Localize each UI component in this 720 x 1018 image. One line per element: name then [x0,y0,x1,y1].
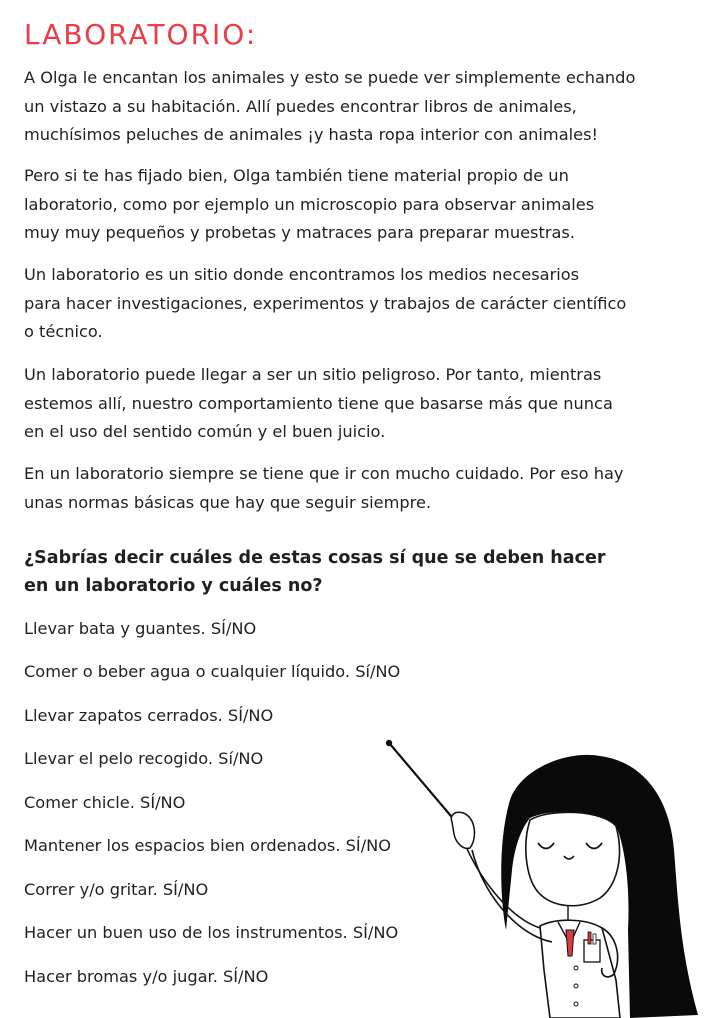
paragraph-line: Un laboratorio puede llegar a ser un sitio peligroso. Por tanto, mientras [24,365,602,384]
paragraph-1 [24,64,684,150]
question-line: en un laboratorio y cuáles no? [24,576,323,596]
rule-item: Llevar zapatos cerrados. SÍ/NO [24,706,274,725]
rule-item: Hacer un buen uso de los instrumentos. SÍ/NO [24,923,399,942]
paragraph-line: estemos allí, nuestro comportamiento tiene que basarse más que nunca [24,393,613,413]
rule-item: Correr y/o gritar. SÍ/NO [24,880,209,899]
paragraph-line: laboratorio, como por ejemplo un microscopio para observar animales [24,194,595,214]
paragraph-3 [24,261,684,347]
paragraph-line: o técnico. [24,322,103,341]
paragraph-line: En un laboratorio siempre se tiene que ir con mucho cuidado. Por eso hay [24,464,624,483]
paragraph-line: en el uso del sentido común y el buen juicio. [24,422,386,441]
coat-pocket [584,940,600,962]
rule-item: Llevar bata y guantes. SÍ/NO [24,619,257,638]
paragraph-line: A Olga le encantan los animales y esto se puede ver simplemente echando [24,68,636,87]
red-tie [566,930,574,956]
lab-coat [540,920,620,1018]
paragraph-line: para hacer investigaciones, experimentos y trabajos de carácter científico [24,293,627,313]
paragraph-4 [24,361,684,447]
paragraph-2 [24,162,684,248]
question-heading [24,544,664,600]
face [526,812,620,905]
paragraph-line: unas normas básicas que hay que seguir siempre. [24,492,432,512]
rule-item: Comer chicle. SÍ/NO [24,793,186,812]
question-line: ¿Sabrías decir cuáles de estas cosas sí que se deben hacer [24,548,606,568]
pointer-tip [386,740,392,746]
rule-item: Hacer bromas y/o jugar. SÍ/NO [24,967,269,986]
paragraph-line: muy muy pequeños y probetas y matraces para preparar muestras. [24,223,575,242]
girl-with-pointer-illustration [380,730,720,1018]
paragraph-5 [24,460,684,517]
rule-item: Comer o beber agua o cualquier líquido. Sí/NO [24,662,401,681]
page-title: LABORATORIO: [24,18,258,51]
hand [451,812,474,848]
paragraph-line: Un laboratorio es un sitio donde encontramos los medios necesarios [24,265,580,284]
paragraph-line: Pero si te has fijado bien, Olga también tiene material propio de un [24,166,569,185]
paragraph-line: muchísimos peluches de animales ¡y hasta ropa interior con animales! [24,125,598,144]
rule-item: Llevar el pelo recogido. Sí/NO [24,749,264,768]
pointer-stick [390,744,456,822]
rule-item: Mantener los espacios bien ordenados. SÍ/NO [24,836,392,855]
paragraph-line: un vistazo a su habitación. Allí puedes encontrar libros de animales, [24,96,577,116]
